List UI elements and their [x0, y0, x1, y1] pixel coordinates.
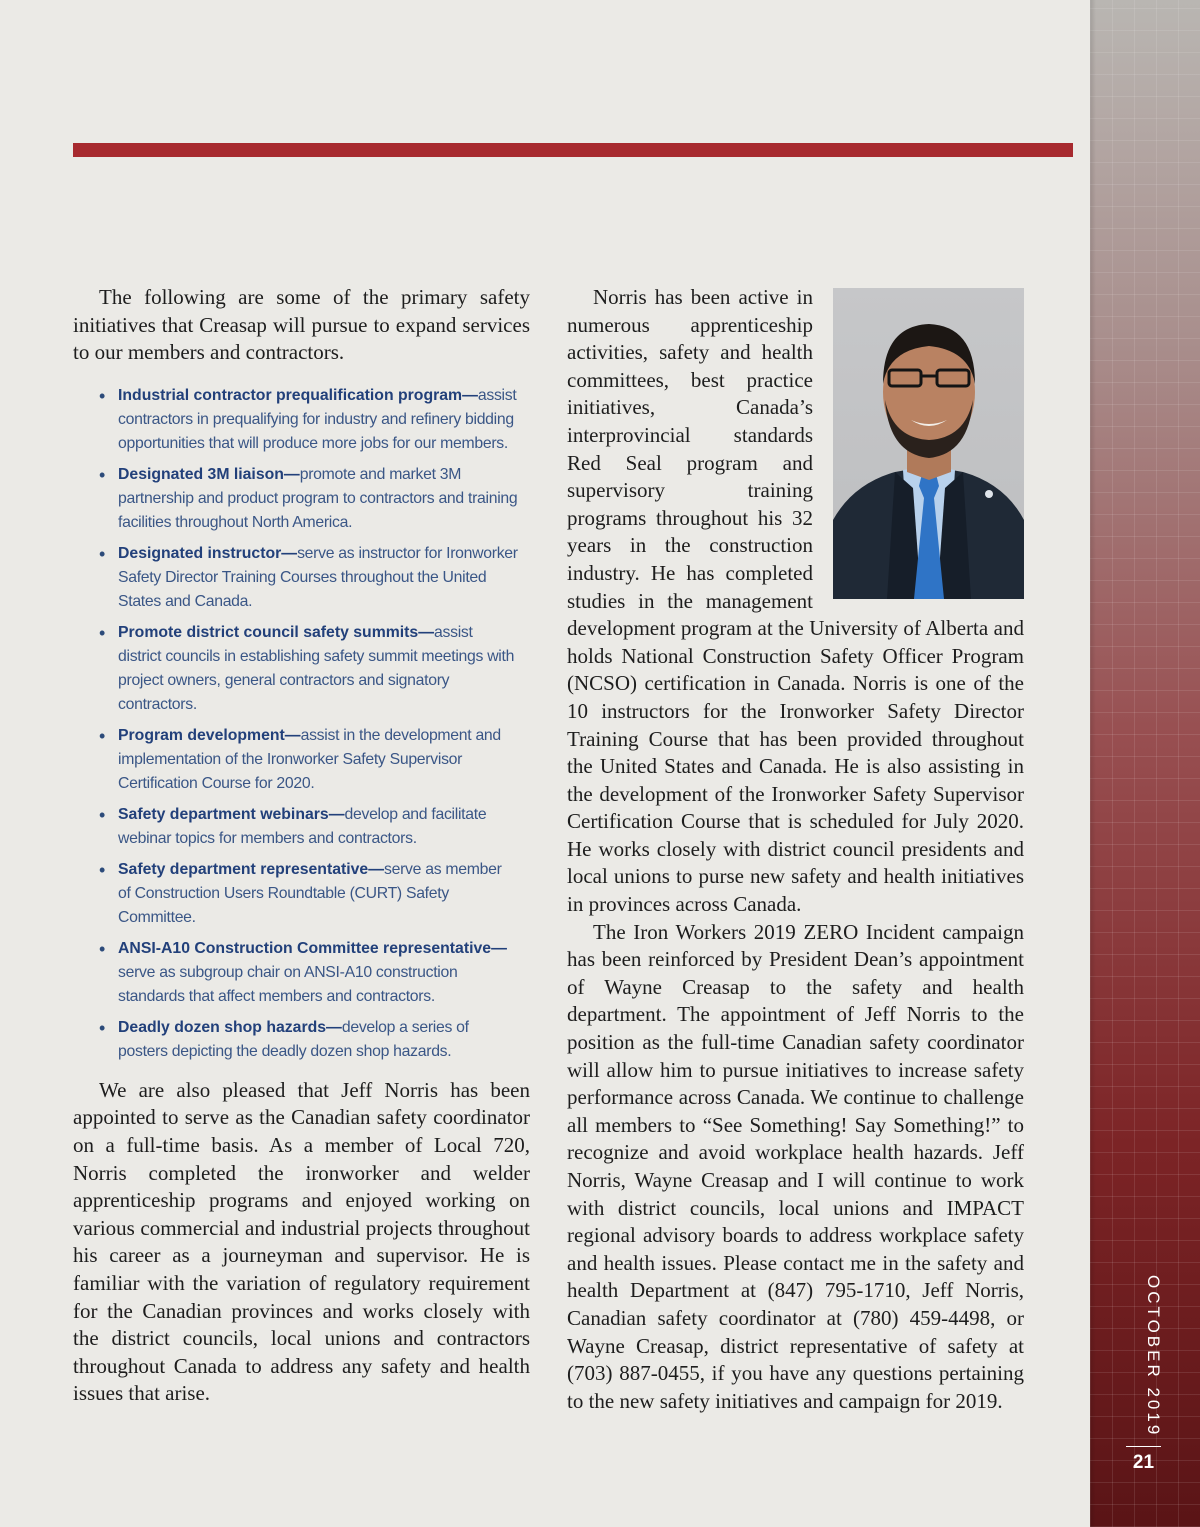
- list-item: [99, 621, 530, 717]
- initiative-term: Safety department webinars—: [118, 805, 345, 823]
- portrait-photo: [833, 288, 1024, 599]
- initiative-term: Promote district council safety summits—: [118, 623, 435, 641]
- initiative-term: Designated instructor—: [118, 544, 298, 562]
- initiative-term: Program development—: [118, 726, 301, 744]
- initiative-term: Designated 3M liaison—: [118, 465, 300, 483]
- list-item: [99, 542, 530, 614]
- initiative-term: ANSI-A10 Construction Committee representative—: [118, 939, 507, 957]
- intro-paragraph: The following are some of the primary safety initiatives that Creasap will pursue to expand services to our members and contractors.: [73, 285, 530, 365]
- page-number: 21: [1132, 1452, 1155, 1473]
- list-item: [99, 1016, 530, 1064]
- right-column: [567, 284, 1024, 1415]
- norris-background-paragraph: Norris has been active in numerous apprenticeship activities, safety and health committees, best practice initiatives, Canada’s interprovincial standards Red Seal program and supervisory training programs throughout his 32 years in the construction industry. He has completed studies in the management development program at the University of Alberta and holds National Construction Safety Officer Program (NCSO) certification in Canada. Norris is one of the 10 instructors for the Ironworker Safety Director Training Course that has been provided throughout the United States and Canada. He is also assisting in the development of the Ironworker Safety Supervisor Certification Course that is scheduled for July 2020. He works closely with district council presidents and local unions to purse new safety and health initiatives in provinces across Canada.: [567, 285, 1024, 917]
- list-item: [99, 858, 530, 930]
- list-item: [99, 463, 530, 535]
- initiative-description: assist contractors in prequalifying for industry and refinery bidding opportunities that will produce more jobs for our members.: [118, 386, 517, 452]
- initiative-description: develop and facilitate webinar topics for members and contractors.: [118, 805, 487, 847]
- initiative-term: Safety department representative—: [118, 860, 385, 878]
- initiative-description: assist in the development and implementation of the Ironworker Safety Supervisor Certification Course for 2020.: [118, 726, 501, 792]
- portrait-illustration: [833, 288, 1024, 599]
- initiative-description: develop a series of posters depicting the deadly dozen shop hazards.: [118, 1018, 469, 1060]
- list-item: [99, 384, 530, 456]
- list-item: [99, 803, 530, 851]
- initiative-term: Deadly dozen shop hazards—: [118, 1018, 342, 1036]
- page-number-divider: [1126, 1446, 1161, 1447]
- norris-appointment-paragraph: We are also pleased that Jeff Norris has been appointed to serve as the Canadian safety coordinator on a full-time basis. As a member of Local 720, Norris completed the ironworker and welder apprenticeship programs and enjoyed working on various commercial and industrial projects throughout his career as a journeyman and supervisor. He is familiar with the variation of regulatory requirement for the Canadian provinces and works closely with the district councils, local unions and contractors throughout Canada to address any safety and health issues that arise.: [73, 1077, 530, 1406]
- top-accent-rule: [73, 143, 1073, 157]
- initiative-description: assist district councils in establishing safety summit meetings with project owners, general contractors and signatory contractors.: [118, 623, 515, 713]
- initiative-description: serve as member of Construction Users Roundtable (CURT) Safety Committee.: [118, 860, 502, 926]
- zero-incident-paragraph: The Iron Workers 2019 ZERO Incident campaign has been reinforced by President Dean’s appointment of Wayne Creasap to the safety and health department. The appointment of Jeff Norris to the position as the full-time Canadian safety coordinator will allow him to pursue initiatives to increase safety performance across Canada. We continue to challenge all members to “See Something! Say Something!” to recognize and avoid workplace health hazards. Jeff Norris, Wayne Creasap and I will continue to work with district councils, local unions and IMPACT regional advisory boards to address workplace safety and health issues. Please contact me in the safety and health Department at (847) 795-1710, Jeff Norris, Canadian safety coordinator at (780) 459-4498, or Wayne Creasap, district representative of safety at (703) 887-0455, if you have any questions pertaining to the new safety initiatives and campaign for 2019.: [567, 919, 1024, 1413]
- left-column: [73, 284, 530, 1408]
- initiative-description: serve as instructor for Ironworker Safety Director Training Courses throughout the United States and Canada.: [118, 544, 518, 610]
- initiative-description: serve as subgroup chair on ANSI-A10 construction standards that affect members and contractors.: [118, 963, 458, 1005]
- initiatives-list: [73, 384, 530, 1064]
- list-item: [99, 937, 530, 1009]
- initiative-term: Industrial contractor prequalification program—: [118, 386, 478, 404]
- initiative-description: promote and market 3M partnership and product program to contractors and training facilities throughout North America.: [118, 465, 518, 531]
- list-item: [99, 724, 530, 796]
- issue-date: OCTOBER 2019: [1144, 1275, 1163, 1438]
